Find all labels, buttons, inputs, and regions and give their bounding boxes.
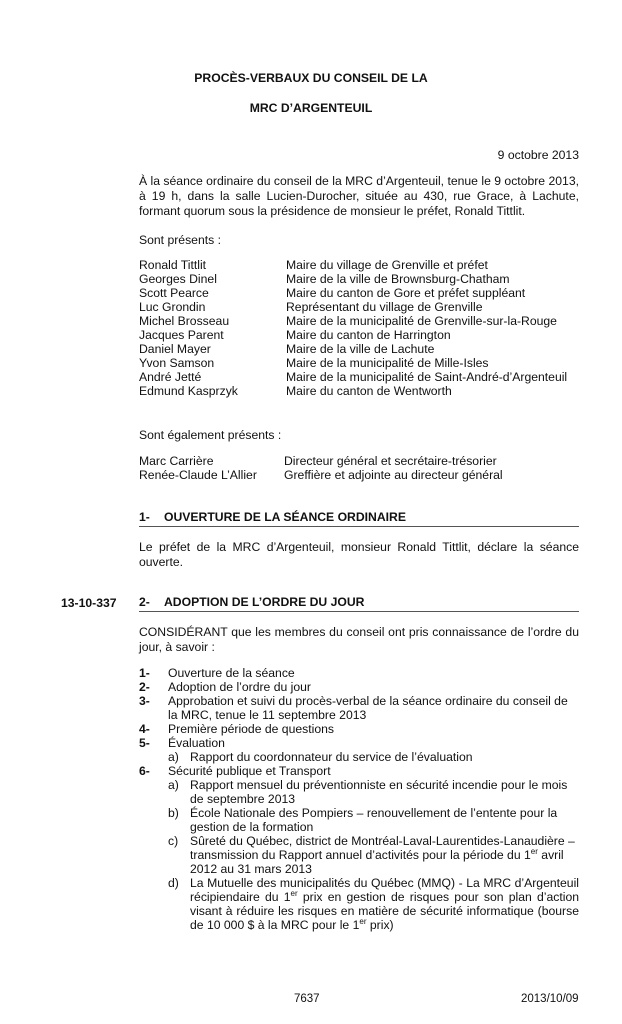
item-number: 4- xyxy=(139,722,150,736)
member-role: Maire de la ville de Lachute xyxy=(286,342,435,356)
member-name: Ronald Tittlit xyxy=(139,258,207,272)
item-text: Approbation et suivi du procès-verbal de la séance ordinaire du conseil de la MRC, tenue le 11 septembre 2013 xyxy=(168,694,568,722)
member-role: Maire du canton de Wentworth xyxy=(286,384,452,398)
member-role: Représentant du village de Grenville xyxy=(286,300,483,314)
item-text: Évaluation xyxy=(168,736,225,750)
item-text: Adoption de l’ordre du jour xyxy=(168,680,311,694)
staff-role: Directeur général et secrétaire-trésorier xyxy=(284,454,497,468)
section-title: ADOPTION DE L’ORDRE DU JOUR xyxy=(164,595,365,609)
section1-paragraph: Le préfet de la MRC d’Argenteuil, monsieur Ronald Tittlit, déclare la séance ouverte. xyxy=(139,540,579,569)
section-number: 2- xyxy=(139,595,150,609)
sub-item-text: Rapport du coordonnateur du service de l’évaluation xyxy=(190,750,473,764)
sub-item-text: Rapport mensuel du préventionniste en sécurité incendie pour le mois de septembre 2013 xyxy=(190,778,568,806)
sub-item-text xyxy=(190,834,579,876)
member-role: Maire de la municipalité de Mille-Isles xyxy=(286,356,489,370)
text-part: avril 2012 au 31 mars 2013 xyxy=(190,848,564,876)
member-role: Maire de la municipalité de Saint-André-d’Argenteuil xyxy=(286,370,568,384)
section-title: OUVERTURE DE LA SÉANCE ORDINAIRE xyxy=(164,510,406,524)
section-heading-1 xyxy=(139,510,579,527)
sub-item-letter: d) xyxy=(168,876,179,890)
staff-role: Greffière et adjointe au directeur général xyxy=(284,468,503,482)
text-part: prix) xyxy=(366,918,394,932)
member-name: Edmund Kasprzyk xyxy=(139,384,238,398)
staff-name: Marc Carrière xyxy=(139,454,214,468)
member-role: Maire de la ville de Brownsburg-Chatham xyxy=(286,272,510,286)
member-role: Maire du canton de Harrington xyxy=(286,328,451,342)
text-part: Sûreté du Québec, district de Montréal-Laval-Laurentides-Lanaudière – transmission du Rapport annuel d’activités pour la période du 1 xyxy=(190,834,575,862)
intro-paragraph: À la séance ordinaire du conseil de la MRC d’Argenteuil, tenue le 9 octobre 2013, à 19 h, dans la salle Lucien-Durocher, située au 430, rue Grace, à Lachute, formant quorum sous la présidence de monsieur le préfet, Ronald Tittlit. xyxy=(139,174,579,218)
considerant-paragraph: CONSIDÉRANT que les membres du conseil ont pris connaissance de l’ordre du jour, à savoir : xyxy=(139,625,579,654)
item-number: 2- xyxy=(139,680,150,694)
text-part: prix en gestion de risques pour son plan d’action visant à réduire les risques en matière de sécurité informatique (bourse de 10 000 $ à la MRC pour le 1 xyxy=(190,890,580,932)
member-role: Maire du canton de Gore et préfet suppléant xyxy=(286,286,526,300)
member-name: Michel Brosseau xyxy=(139,314,230,328)
resolution-number: 13-10-337 xyxy=(61,596,117,610)
member-name: Georges Dinel xyxy=(139,272,217,286)
item-number: 5- xyxy=(139,736,150,750)
sub-item-letter: a) xyxy=(168,778,179,792)
member-name: Scott Pearce xyxy=(139,286,209,300)
superscript: er xyxy=(359,916,367,926)
also-present-label: Sont également présents : xyxy=(139,428,282,442)
sub-item-letter: c) xyxy=(168,834,179,848)
sub-item-text: École Nationale des Pompiers – renouvellement de l’entente pour la gestion de la formation xyxy=(190,806,558,834)
sub-item-letter: b) xyxy=(168,806,179,820)
member-name: Luc Grondin xyxy=(139,300,206,314)
superscript: er xyxy=(290,888,298,898)
item-text: Ouverture de la séance xyxy=(168,666,295,680)
member-name: André Jetté xyxy=(139,370,202,384)
section-heading-2 xyxy=(139,595,579,612)
document-subtitle: MRC D’ARGENTEUIL xyxy=(249,101,373,115)
member-role: Maire de la municipalité de Grenville-sur-la-Rouge xyxy=(286,314,557,328)
document-title: PROCÈS-VERBAUX DU CONSEIL DE LA xyxy=(194,71,428,85)
sub-item-letter: a) xyxy=(168,750,179,764)
member-role: Maire du village de Grenville et préfet xyxy=(286,258,488,272)
item-number: 1- xyxy=(139,666,150,680)
superscript: er xyxy=(530,846,538,856)
text-part: La Mutuelle des municipalités du Québec (MMQ) - La MRC d’Argenteuil récipiendaire du 1 xyxy=(190,876,579,904)
present-label: Sont présents : xyxy=(139,233,221,247)
member-name: Jacques Parent xyxy=(139,328,224,342)
member-name: Yvon Samson xyxy=(139,356,215,370)
meeting-date: 9 octobre 2013 xyxy=(497,148,579,162)
sub-item-text xyxy=(190,876,579,932)
footer-date: 2013/10/09 xyxy=(521,993,579,1005)
item-text: Sécurité publique et Transport xyxy=(168,764,331,778)
item-text: Première période de questions xyxy=(168,722,334,736)
item-number: 3- xyxy=(139,694,150,708)
page-number: 7637 xyxy=(294,993,320,1005)
member-name: Daniel Mayer xyxy=(139,342,211,356)
item-number: 6- xyxy=(139,764,150,778)
section-number: 1- xyxy=(139,510,150,524)
staff-name: Renée-Claude L’Allier xyxy=(139,468,257,482)
